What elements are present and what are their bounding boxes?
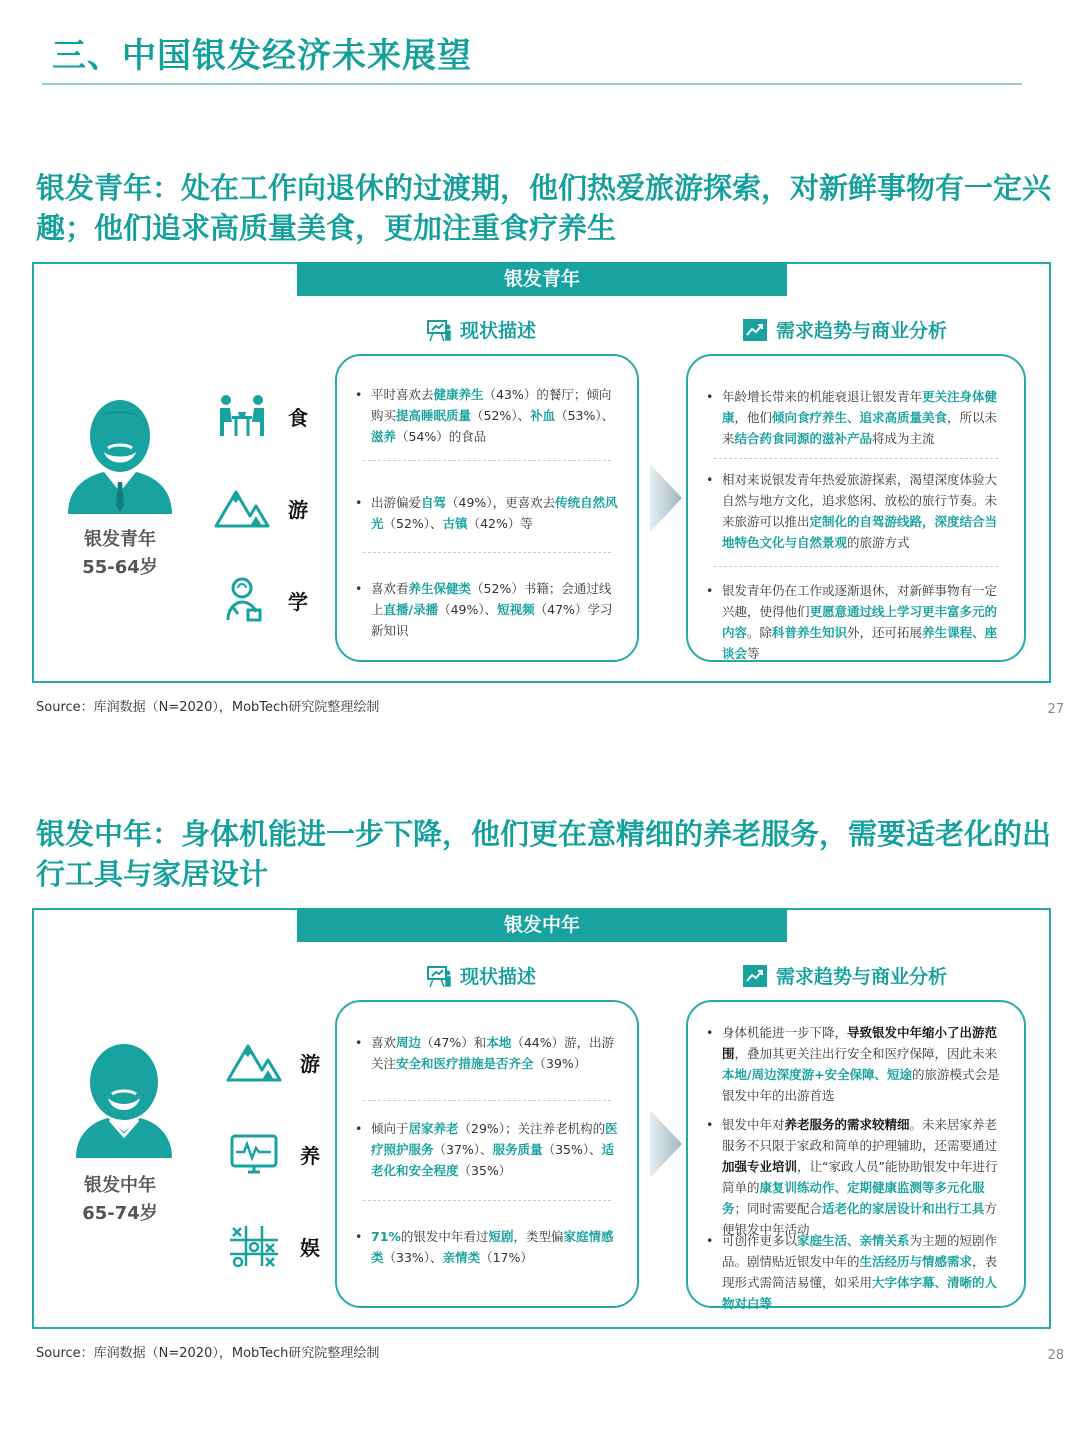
highlight-text: 科普养生知识 [772, 625, 848, 640]
category-label: 游 [288, 497, 308, 522]
page-title: 三、中国银发经济未来展望 [52, 36, 472, 76]
trend-chart-icon [742, 964, 768, 988]
body-text: 身体机能进一步下降， [722, 1025, 848, 1040]
section-headline: 银发青年：处在工作向退休的过渡期，他们热爱旅游探索，对新鲜事物有一定兴趣；他们追求高质量美食，更加注重食疗养生 [36, 171, 1052, 245]
highlight-text: 安全和医疗措施是否齐全 [396, 1056, 534, 1071]
body-text: （52%）书籍；会通过线上 [371, 581, 612, 617]
learning-icon [214, 576, 270, 624]
body-text: （49%），更喜欢去 [446, 495, 556, 510]
body-text: （52%）、 [383, 516, 443, 531]
category-label: 食 [288, 405, 308, 430]
presentation-icon [426, 318, 452, 342]
highlight-text: 直播/录播 [383, 602, 439, 617]
body-text: 相对来说银发青年热爱旅游探索，渴望深度体验大自然与地方文化，追求悠闲、放松的旅行节奏。未来旅游可以推出 [722, 472, 998, 529]
body-text: 喜欢 [371, 1035, 397, 1050]
body-text: （29%）；关注养老机构的 [458, 1121, 606, 1136]
category-learning [214, 576, 308, 624]
body-text: （49%）、 [438, 602, 498, 617]
body-text: 平时喜欢去 [371, 387, 434, 402]
persona-age: 65-74岁 [82, 1203, 158, 1224]
body-text: （17%） [480, 1250, 533, 1265]
highlight-text: 生活经历与情感需求 [859, 1254, 973, 1269]
body-text: 外，还可拓展 [847, 625, 923, 640]
status-item-care: • 倾向于居家养老（29%）；关注养老机构的医疗照护服务（37%）、服务质量（35%）、适老化和安全程度（35%） [355, 1121, 618, 1178]
emphasis-text: 导致银发中年缩小了出游范围 [722, 1025, 998, 1061]
body-text: （37%）、 [433, 1142, 493, 1157]
highlight-text: 定制化的自驾游线路，深度结合当地特色文化与自然景观 [722, 514, 998, 550]
highlight-text: 倾向食疗养生、追求高质量美食 [772, 410, 948, 425]
card-banner: 银发青年 [297, 262, 787, 296]
highlight-text: 提高睡眠质量 [396, 408, 472, 423]
persona-name: 银发中年 [84, 1175, 156, 1196]
highlight-text: 古镇 [442, 516, 468, 531]
dining-icon [214, 392, 270, 440]
highlight-text: 亲情类 [442, 1250, 481, 1265]
highlight-text: 滋养 [371, 429, 397, 444]
emphasis-text: 加强专业培训 [722, 1159, 798, 1174]
status-item-entertainment: • 71%的银发中年看过短剧，类型偏家庭情感类（33%）、亲情类（17%） [355, 1229, 614, 1265]
category-label: 养 [300, 1143, 320, 1168]
status-box [335, 354, 639, 662]
page-number: 28 [1047, 1348, 1064, 1363]
trend-item-care: • 银发中年对养老服务的需求较精细。未来居家养老服务不只限于家政和简单的护理辅助，还需要通过加强专业培训，让“家政人员”能协助银发中年进行简单的康复训练动作、定期健康监测等多元化服务；同时需要配合适老化的家居设计和出行工具方便银发中年活动 [706, 1117, 998, 1237]
game-icon [226, 1222, 282, 1270]
body-text: 银发中年对 [722, 1117, 785, 1132]
body-text: （42%）等 [467, 516, 533, 531]
divider [363, 552, 611, 553]
body-text: 的旅游方式 [847, 535, 910, 550]
body-text: 等 [747, 646, 760, 661]
body-text: （43%）的餐厅；倾向购买 [371, 387, 612, 423]
status-item-travel: • 喜欢周边（47%）和本地（44%）游，出游关注安全和医疗措施是否齐全（39%） [355, 1035, 615, 1071]
body-text: （35%） [458, 1163, 512, 1178]
body-text: 的旅游模式会是银发中年的出游首选 [722, 1067, 1000, 1103]
trend-item-food: • 年龄增长带来的机能衰退让银发青年更关注身体健康，他们倾向食疗养生、追求高质量美食，所以未来结合药食同源的滋补产品将成为主流 [706, 389, 998, 446]
divider [363, 460, 611, 461]
body-text: 的银发中年看过 [400, 1229, 489, 1244]
highlight-text: 周边 [396, 1035, 422, 1050]
body-text: ，他们 [734, 410, 773, 425]
highlight-text: 医疗照护服务 [371, 1121, 618, 1157]
mountain-icon [214, 484, 270, 532]
body-text: 方便银发中年活动 [722, 1201, 998, 1237]
source-note: Source：库润数据（N=2020），MobTech研究院整理绘制 [36, 700, 380, 715]
category-travel [226, 1038, 320, 1086]
section-headline: 银发中年：身体机能进一步下降，他们更在意精细的养老服务，需要适老化的出行工具与家居设计 [36, 817, 1052, 891]
status-box [335, 1000, 639, 1308]
trend-item-learning: • 银发青年仍在工作或逐渐退休，对新鲜事物有一定兴趣，使得他们更愿意通过线上学习更丰富多元的内容。除科普养生知识外，还可拓展养生课程、座谈会等 [706, 583, 998, 661]
mountain-icon [226, 1038, 282, 1086]
senior-man-avatar [64, 396, 176, 514]
page-number: 27 [1047, 702, 1064, 717]
highlight-text: 养生课程、座谈会 [722, 625, 998, 661]
highlight-text: 传统自然风光 [371, 495, 618, 531]
trend-heading-label: 需求趋势与商业分析 [776, 320, 948, 342]
category-care [226, 1130, 320, 1178]
persona-age: 55-64岁 [82, 557, 158, 578]
highlight-text: 本地/周边深度游+安全保障、短途 [722, 1067, 913, 1082]
trend-item-travel: • 身体机能进一步下降，导致银发中年缩小了出游范围，叠加其更关注出行安全和医疗保障，因此未来本地/周边深度游+安全保障、短途的旅游模式会是银发中年的出游首选 [706, 1025, 1000, 1103]
highlight-text: 家庭情感类 [371, 1229, 614, 1265]
highlight-text: 服务质量 [492, 1142, 543, 1157]
category-label: 游 [300, 1051, 320, 1076]
body-text: （52%）、 [471, 408, 531, 423]
body-text: ；同时需要配合 [734, 1201, 823, 1216]
divider [363, 1100, 611, 1101]
body-text: ，让“家政人员”能协助银发中年进行简单的 [722, 1159, 998, 1195]
body-text: 喜欢看 [371, 581, 409, 596]
highlight-text: 居家养老 [408, 1121, 459, 1136]
body-text: （53%）、 [555, 408, 615, 423]
body-text: ，类型偏 [513, 1229, 564, 1244]
highlight-text: 更关注身体健康 [722, 389, 998, 425]
body-text: （47%）学习新知识 [371, 602, 613, 638]
category-entertainment [226, 1222, 320, 1270]
trend-item-travel: • 相对来说银发青年热爱旅游探索，渴望深度体验大自然与地方文化，追求悠闲、放松的旅行节奏。未来旅游可以推出定制化的自驾游线路，深度结合当地特色文化与自然景观的旅游方式 [706, 472, 998, 550]
trend-column-heading [742, 962, 947, 989]
source-note: Source：库润数据（N=2020），MobTech研究院整理绘制 [36, 1346, 380, 1361]
body-text: 年龄增长带来的机能衰退让银发青年 [722, 389, 923, 404]
highlight-text: 补血 [530, 408, 556, 423]
status-item-travel: • 出游偏爱自驾（49%），更喜欢去传统自然风光（52%）、古镇（42%）等 [355, 495, 618, 531]
body-text: （35%）、 [542, 1142, 602, 1157]
body-text: 。未来居家养老服务不只限于家政和简单的护理辅助，还需要通过 [722, 1117, 998, 1153]
body-text: 可创作更多以 [722, 1233, 798, 1248]
highlight-text: 结合药食同源的滋补产品 [734, 431, 873, 446]
status-item-food: • 平时喜欢去健康养生（43%）的餐厅；倾向购买提高睡眠质量（52%）、补血（53%）、滋养（54%）的食品 [355, 387, 615, 444]
body-text: ，所以未来 [722, 410, 998, 446]
status-heading-label: 现状描述 [460, 966, 537, 988]
highlight-text: 适老化和安全程度 [371, 1142, 615, 1178]
highlight-text: 康复训练动作、定期健康监测等多元化服务 [722, 1180, 985, 1216]
status-column-heading [426, 316, 536, 343]
highlight-text: 短剧 [488, 1229, 514, 1244]
body-text: 将成为主流 [872, 431, 935, 446]
trend-chart-icon [742, 318, 768, 342]
trend-box [686, 1000, 1026, 1311]
highlight-text: 养生保健类 [408, 581, 472, 596]
body-text: （44%）游，出游关注 [371, 1035, 615, 1071]
status-column-heading [426, 962, 536, 989]
highlight-text: 71% [371, 1229, 401, 1244]
body-text: 。除 [747, 625, 773, 640]
arrow-right-icon [648, 1108, 684, 1180]
highlight-text: 家庭生活、亲情关系 [797, 1233, 910, 1248]
highlight-text: 短视频 [497, 602, 535, 617]
highlight-text: 适老化的家居设计和出行工具 [822, 1201, 985, 1216]
arrow-right-icon [648, 462, 684, 534]
highlight-text: 大字体字幕、清晰的人物对白等 [722, 1275, 998, 1311]
body-text: （54%）的食品 [396, 429, 487, 444]
category-travel [214, 484, 308, 532]
body-text: 为主题的短剧作品。剧情贴近银发中年的 [722, 1233, 998, 1269]
trend-heading-label: 需求趋势与商业分析 [776, 966, 948, 988]
body-text: （33%）、 [383, 1250, 443, 1265]
content-card [32, 908, 1051, 1329]
body-text: （47%）和 [421, 1035, 487, 1050]
highlight-text: 更愿意通过线上学习更丰富多元的内容 [722, 604, 998, 640]
body-text: 倾向于 [371, 1121, 409, 1136]
body-text: ，表现形式需简洁易懂，如采用 [722, 1254, 998, 1290]
body-text: 银发青年仍在工作或逐渐退休，对新鲜事物有一定兴趣，使得他们 [722, 583, 998, 619]
trend-box [686, 354, 1026, 662]
highlight-text: 健康养生 [433, 387, 484, 402]
divider [714, 566, 998, 567]
senior-woman-avatar [72, 1040, 176, 1158]
category-label: 学 [288, 589, 308, 614]
body-text: 出游偏爱 [371, 495, 422, 510]
presentation-icon [426, 964, 452, 988]
highlight-text: 本地 [486, 1035, 512, 1050]
body-text: ，叠加其更关注出行安全和医疗保障，因此未来 [734, 1046, 998, 1061]
divider [714, 458, 998, 459]
content-card [32, 262, 1051, 683]
health-monitor-icon [226, 1130, 282, 1178]
body-text: （39%） [533, 1056, 587, 1071]
trend-item-entertainment: • 可创作更多以家庭生活、亲情关系为主题的短剧作品。剧情贴近银发中年的生活经历与情感需求，表现形式需简洁易懂，如采用大字体字幕、清晰的人物对白等 [706, 1233, 998, 1311]
divider [363, 1200, 611, 1201]
persona-name: 银发青年 [84, 529, 156, 550]
status-item-learning: • 喜欢看养生保健类（52%）书籍；会通过线上直播/录播（49%）、短视频（47%）学习新知识 [355, 581, 613, 638]
category-label: 娱 [300, 1235, 320, 1260]
trend-column-heading [742, 316, 947, 343]
highlight-text: 自驾 [421, 495, 447, 510]
category-food [214, 392, 308, 440]
card-banner: 银发中年 [297, 908, 787, 942]
emphasis-text: 养老服务的需求较精细 [784, 1117, 910, 1132]
status-heading-label: 现状描述 [460, 320, 537, 342]
